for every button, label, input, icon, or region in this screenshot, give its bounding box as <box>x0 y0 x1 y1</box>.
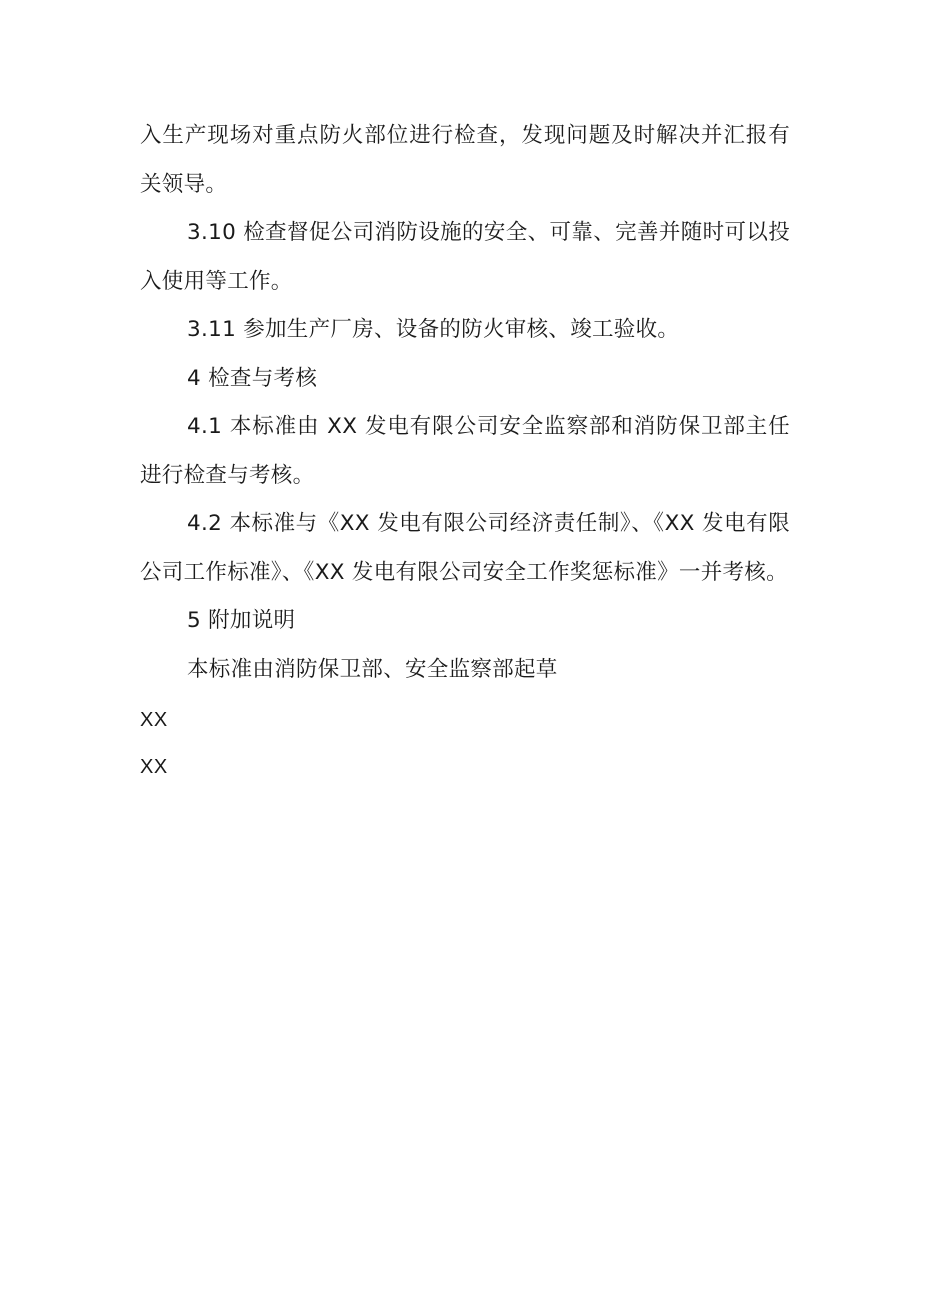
signature-line-2: XX <box>140 756 168 778</box>
paragraph-4-2: 4.2 本标准与《XX 发电有限公司经济责任制》、《XX 发电有限公司工作标准》、《XX 发电有限公司安全工作奖惩标准》一并考核。 <box>140 511 790 585</box>
section-heading-5: 5 附加说明 <box>187 608 296 633</box>
paragraph-4-1: 4.1 本标准由 XX 发电有限公司安全监察部和消防保卫部主任进行检查与考核。 <box>140 414 790 488</box>
paragraph-continuation: 入生产现场对重点防火部位进行检查，发现问题及时解决并汇报有关领导。 <box>140 123 790 197</box>
document-body <box>140 112 790 791</box>
section-heading-4: 4 检查与考核 <box>187 365 318 391</box>
paragraph-3-11: 3.11 参加生产厂房、设备的防火审核、竣工验收。 <box>187 317 680 342</box>
paragraph-drafting-note: 本标准由消防保卫部、安全监察部起草 <box>187 656 558 682</box>
signature-line-1: XX <box>140 709 168 731</box>
paragraph-3-10: 3.10 检查督促公司消防设施的安全、可靠、完善并随时可以投入使用等工作。 <box>140 220 790 294</box>
